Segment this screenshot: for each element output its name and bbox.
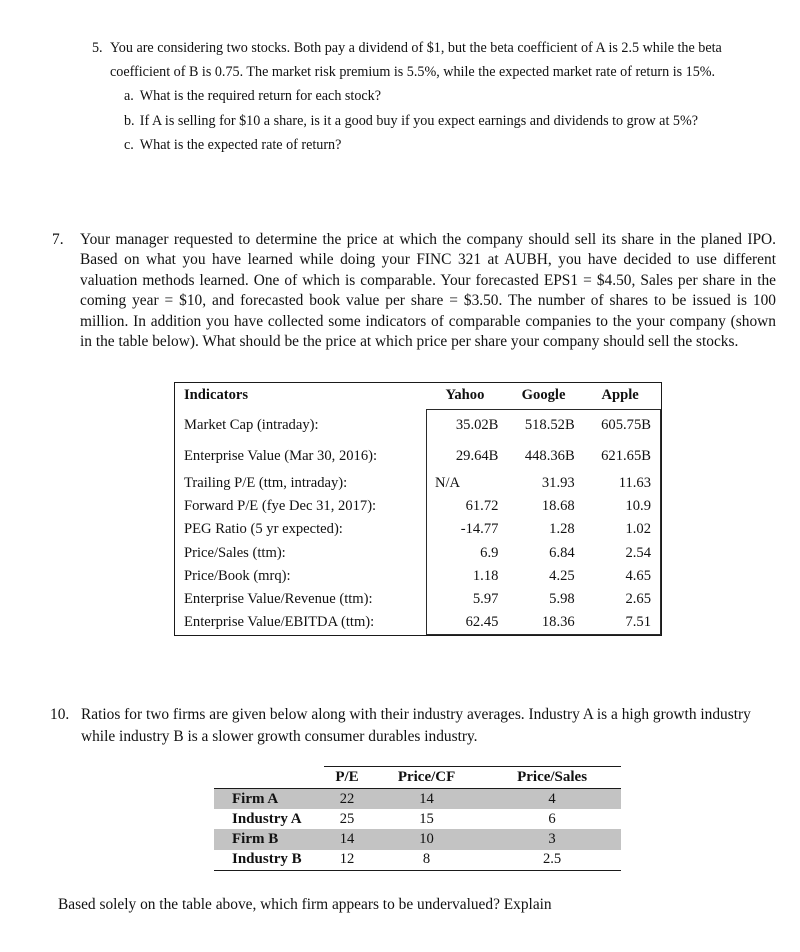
cell-apple: 2.65 xyxy=(584,588,661,611)
indicators-header-apple: Apple xyxy=(601,387,639,403)
indicators-header-label: Indicators xyxy=(184,387,249,404)
subpart-c-letter: c. xyxy=(124,135,134,153)
cell-yahoo: 35.02B xyxy=(426,410,507,442)
question-10 xyxy=(50,704,776,748)
cell-yahoo: -14.77 xyxy=(426,518,507,541)
row-label: Trailing P/E (ttm, intraday): xyxy=(175,472,426,495)
table-row xyxy=(175,472,661,495)
cell-pe: 25 xyxy=(339,810,355,827)
cell-apple: 621.65B xyxy=(584,441,661,472)
subpart-b-text: If A is selling for $10 a share, is it a good buy if you expect earnings and dividends to grow at 5%? xyxy=(139,111,698,129)
cell-apple: 11.63 xyxy=(584,472,661,495)
cell-price-cf: 14 xyxy=(370,789,483,810)
closing-question-text: Based solely on the table above, which firm appears to be undervalued? Explain xyxy=(58,896,552,913)
table-row xyxy=(214,850,621,871)
cell-price-sales: 6 xyxy=(548,810,556,827)
ratios-header-pe: P/E xyxy=(324,767,370,789)
cell-apple: 2.54 xyxy=(584,542,661,565)
indicators-table-container xyxy=(174,382,662,636)
row-label: Industry A xyxy=(232,810,302,827)
table-row xyxy=(214,829,621,849)
cell-apple: 7.51 xyxy=(584,611,661,635)
indicators-header-row xyxy=(175,383,661,410)
cell-google: 5.98 xyxy=(549,591,575,608)
subpart-a-text: What is the required return for each stock? xyxy=(139,87,381,105)
question-5-text: You are considering two stocks. Both pay a dividend of $1, but the beta coefficient of A is 2.5 while the beta coefficient of B is 0.75. The market risk premium is 5.5%, while the expected market rate of return is 15%. xyxy=(110,39,722,81)
cell-pe: 12 xyxy=(324,850,370,871)
question-5 xyxy=(76,36,776,157)
row-label: Firm B xyxy=(214,829,324,849)
cell-google: 31.93 xyxy=(541,475,575,492)
row-label: Price/Sales (ttm): xyxy=(175,542,426,565)
table-row xyxy=(175,441,661,472)
cell-google: 4.25 xyxy=(549,567,575,584)
cell-google: 448.36B xyxy=(524,448,575,464)
question-5-main xyxy=(76,36,776,84)
cell-yahoo: 5.97 xyxy=(426,588,507,611)
cell-yahoo: 29.64B xyxy=(426,441,507,472)
cell-price-sales: 3 xyxy=(483,829,621,849)
subpart-c-text: What is the expected rate of return? xyxy=(139,135,342,153)
cell-yahoo: 62.45 xyxy=(426,611,507,635)
row-label: Enterprise Value (Mar 30, 2016): xyxy=(175,441,426,472)
subpart-a-letter: a. xyxy=(124,87,134,105)
question-5-number: 5. xyxy=(91,39,103,56)
ratios-header-price-sales: Price/Sales xyxy=(483,767,621,789)
cell-price-sales: 4 xyxy=(483,789,621,810)
indicators-table-head xyxy=(175,383,661,410)
cell-pe: 14 xyxy=(324,829,370,849)
cell-google: 18.36 xyxy=(507,611,583,635)
table-row xyxy=(175,410,661,442)
cell-apple: 4.65 xyxy=(584,565,661,588)
ratios-table-body xyxy=(214,789,621,871)
cell-price-sales: 2.5 xyxy=(483,850,621,871)
cell-pe: 22 xyxy=(324,789,370,810)
ratios-table-head xyxy=(214,767,621,789)
question-7-text: Your manager requested to determine the price at which the company should sell its share in the planed IPO. Based on what you have learned while doing your FINC 321 at AUBH, you have decided to use different valuation methods learned. One of which is comparable. Your forecasted EPS1 = $4.50, Sales per share in the coming year = $10, and forecasted book value per share = $3.50. The number of shares to be issued is 100 million. In addition you have collected some indicators of comparable companies to the your company (shown in the table below). What should be the price at which price per share your company should sell the stocks. xyxy=(80,231,776,351)
indicators-header-yahoo: Yahoo xyxy=(445,387,485,403)
row-label: Price/Book (mrq): xyxy=(175,565,426,588)
cell-yahoo: 6.9 xyxy=(426,542,507,565)
cell-google: 1.28 xyxy=(549,521,575,538)
question-5-subpart-a xyxy=(90,84,776,157)
cell-google: 518.52B xyxy=(507,410,583,442)
table-row xyxy=(214,789,621,810)
table-row xyxy=(175,588,661,611)
cell-yahoo: 61.72 xyxy=(426,495,507,518)
cell-price-cf: 15 xyxy=(419,810,434,827)
cell-google: 6.84 xyxy=(549,544,575,561)
question-7-number: 7. xyxy=(52,231,64,248)
row-label: Forward P/E (fye Dec 31, 2017): xyxy=(175,495,426,518)
question-10-text: Ratios for two firms are given below along with their industry averages. Industry A is a high growth industry while industry B is a slower growth consumer durables industry. xyxy=(81,706,751,745)
indicators-table xyxy=(175,383,661,635)
cell-apple: 605.75B xyxy=(584,410,661,442)
cell-google: 18.68 xyxy=(541,498,575,515)
table-row xyxy=(175,611,661,635)
subpart-b-letter: b. xyxy=(124,111,135,129)
table-row xyxy=(175,542,661,565)
question-5-subparts xyxy=(76,84,776,157)
cell-price-cf: 8 xyxy=(370,850,483,871)
row-label: Market Cap (intraday): xyxy=(175,410,426,442)
row-label: PEG Ratio (5 yr expected): xyxy=(175,518,426,541)
cell-price-cf: 10 xyxy=(370,829,483,849)
cell-yahoo: N/A xyxy=(426,472,507,495)
cell-yahoo: 1.18 xyxy=(426,565,507,588)
ratios-header-price-cf: Price/CF xyxy=(370,767,483,789)
row-label: Enterprise Value/EBITDA (ttm): xyxy=(175,611,426,635)
table-row xyxy=(214,809,621,829)
row-label: Enterprise Value/Revenue (ttm): xyxy=(175,588,426,611)
ratios-table xyxy=(214,766,621,871)
row-label: Industry B xyxy=(214,850,324,871)
table-row xyxy=(175,495,661,518)
table-row xyxy=(175,518,661,541)
cell-apple: 1.02 xyxy=(584,518,661,541)
question-7 xyxy=(52,230,776,352)
ratios-table-container xyxy=(214,766,621,871)
row-label: Firm A xyxy=(214,789,324,810)
ratios-header-blank xyxy=(214,767,324,789)
question-10-number: 10. xyxy=(50,706,70,723)
indicators-table-body xyxy=(175,410,661,635)
cell-apple: 10.9 xyxy=(584,495,661,518)
ratios-header-row xyxy=(214,767,621,789)
indicators-header-google: Google xyxy=(521,387,566,403)
table-row xyxy=(175,565,661,588)
